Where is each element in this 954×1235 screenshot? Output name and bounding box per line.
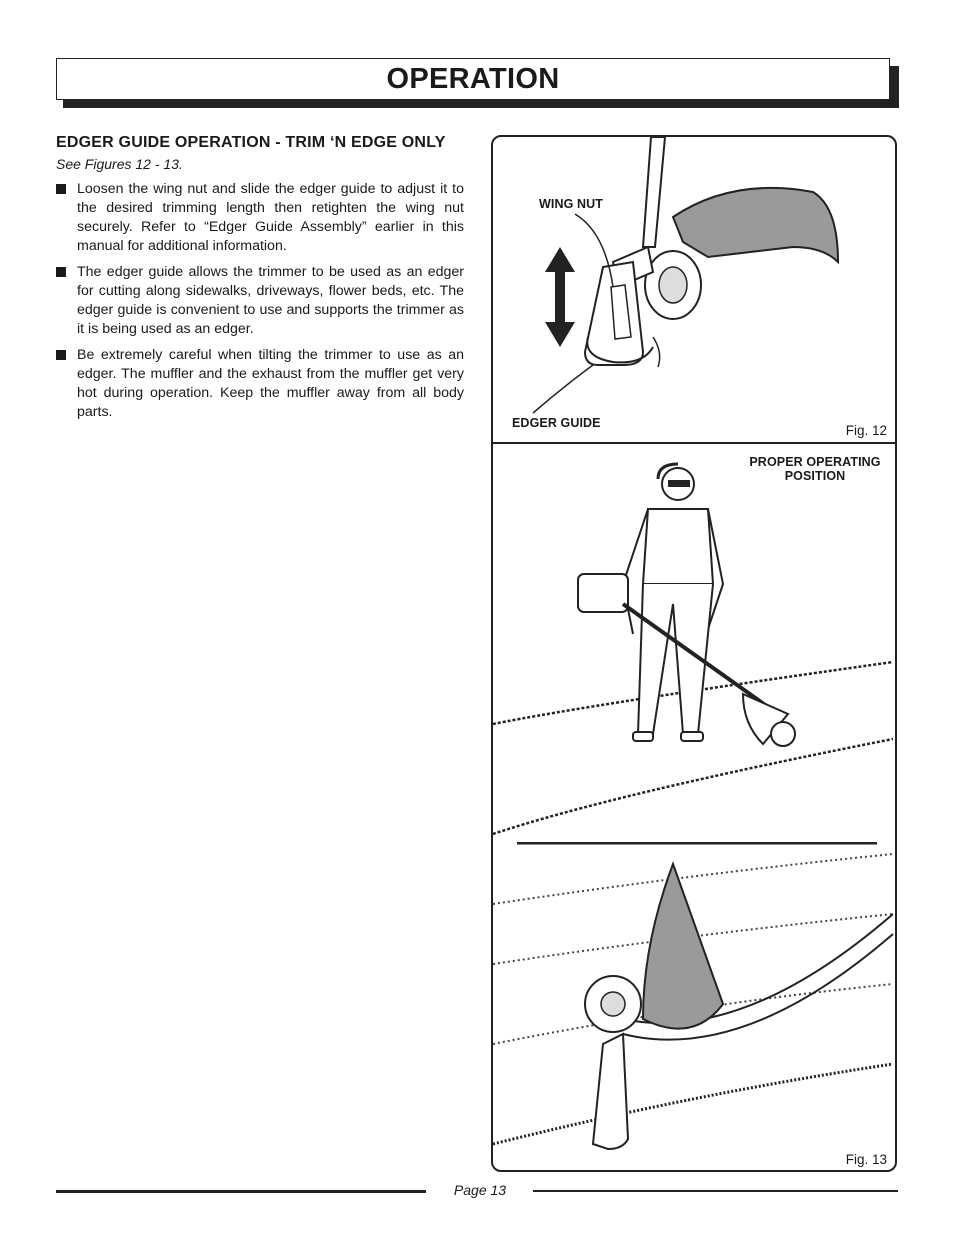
instruction-list (56, 180, 464, 422)
bullet-square-icon (56, 267, 66, 277)
list-item-text: Be extremely careful when tilting the trimmer to use as an edger. The muffler and the exhaust from the muffler get very hot during operation. Keep the muffler away from all body parts. (77, 347, 464, 420)
see-figures-note: See Figures 12 - 13. (56, 156, 183, 172)
list-item-text: The edger guide allows the trimmer to be used as an edger for cutting along sidewalks, driveways, flower beds, etc. The edger guide is convenient to use and supports the trimmer as it is being used as an edger. (77, 264, 464, 337)
text-column (56, 132, 464, 429)
page-number: Page 13 (453, 1182, 507, 1198)
fig12-illustration (493, 137, 895, 442)
bullet-square-icon (56, 184, 66, 194)
page-title: OPERATION (386, 62, 560, 95)
section-title: EDGER GUIDE OPERATION - TRIM ‘N EDGE ONLY (56, 134, 446, 151)
wing-nut-label: WING NUT (539, 197, 603, 211)
position-label: PROPER OPERATING POSITION (749, 455, 881, 483)
footer-rule-right (533, 1190, 898, 1192)
fig13-illustration (493, 444, 895, 1172)
list-item (56, 263, 464, 339)
bullet-square-icon (56, 350, 66, 360)
fig12-caption: Fig. 12 (845, 423, 887, 438)
list-item (56, 346, 464, 422)
footer-rule-left (56, 1190, 426, 1193)
list-item (56, 180, 464, 256)
header-banner (56, 58, 890, 100)
edger-guide-label: EDGER GUIDE (512, 416, 601, 430)
figure-frame (491, 135, 897, 1172)
list-item-text: Loosen the wing nut and slide the edger guide to adjust it to the desired trimming length then retighten the wing nut securely. Refer to “Edger Guide Assembly” earlier in this manual for additional information. (77, 181, 464, 254)
fig13-caption: Fig. 13 (845, 1152, 887, 1167)
